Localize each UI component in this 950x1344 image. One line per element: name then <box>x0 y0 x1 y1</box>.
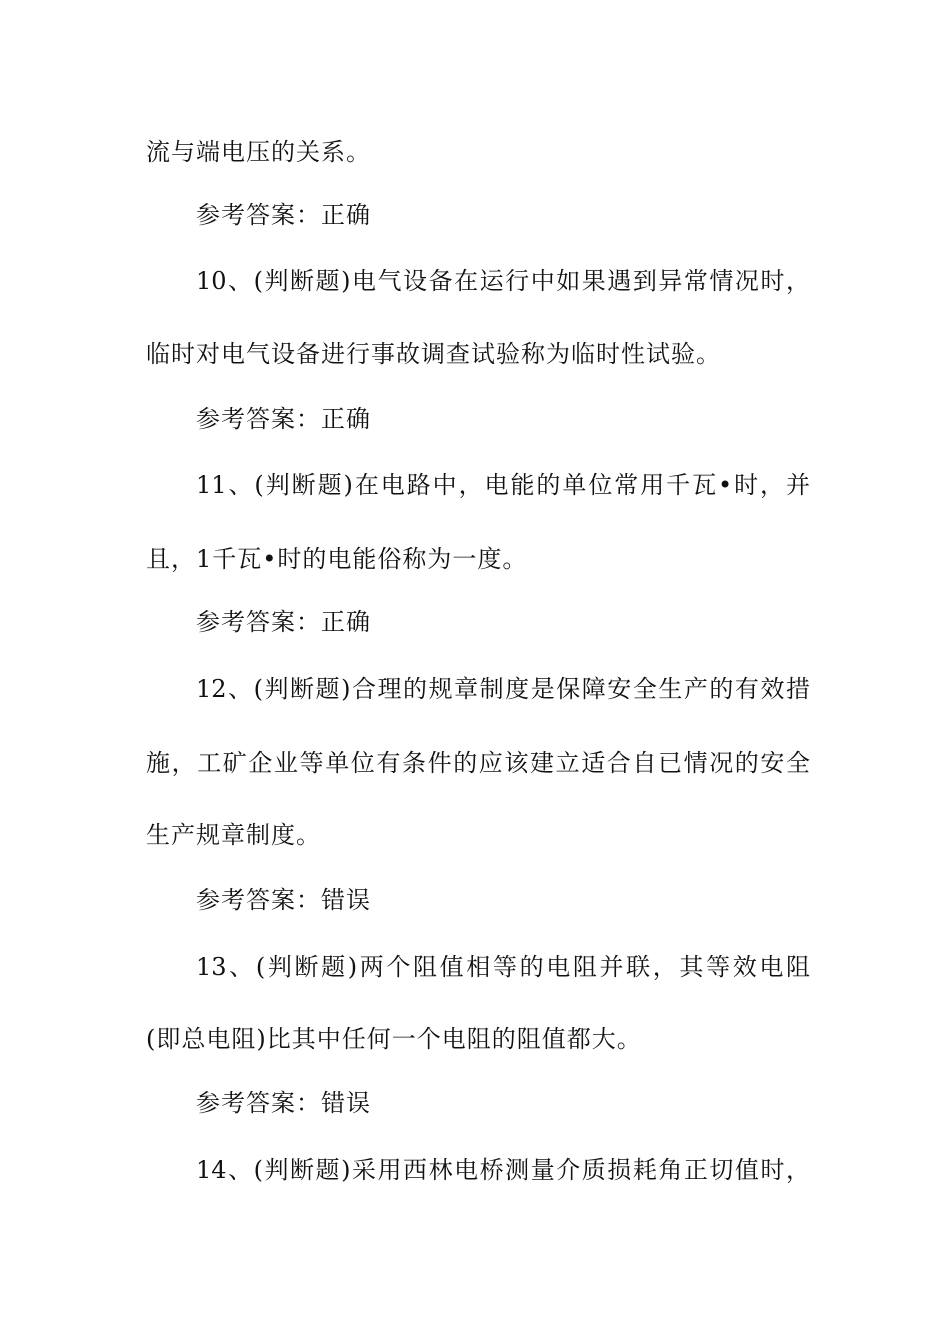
question-14-line-1: 14、(判断题)采用西林电桥测量介质损耗角正切值时， <box>196 1156 810 1184</box>
answer-line: 参考答案：正确 <box>196 608 371 636</box>
text-line: 流与端电压的关系。 <box>146 138 371 166</box>
question-11-line-1: 11、(判断题)在电路中，电能的单位常用千瓦•时，并 <box>196 471 810 499</box>
answer-line: 参考答案：错误 <box>196 1089 371 1117</box>
question-10-line-2: 临时对电气设备进行事故调查试验称为临时性试验。 <box>146 340 721 368</box>
question-12-line-2: 施，工矿企业等单位有条件的应该建立适合自已情况的安全 <box>146 749 810 777</box>
question-10-line-1: 10、(判断题)电气设备在运行中如果遇到异常情况时， <box>196 267 810 295</box>
question-11-line-2: 且，1千瓦•时的电能俗称为一度。 <box>146 545 528 573</box>
answer-line: 参考答案：正确 <box>196 405 371 433</box>
question-13-line-2: (即总电阻)比其中任何一个电阻的阻值都大。 <box>146 1025 642 1053</box>
question-12-line-1: 12、(判断题)合理的规章制度是保障安全生产的有效措 <box>196 675 810 703</box>
question-12-line-3: 生产规章制度。 <box>146 821 321 849</box>
answer-line: 参考答案：正确 <box>196 201 371 229</box>
answer-line: 参考答案：错误 <box>196 886 371 914</box>
question-13-line-1: 13、(判断题)两个阻值相等的电阻并联，其等效电阻 <box>196 953 810 981</box>
